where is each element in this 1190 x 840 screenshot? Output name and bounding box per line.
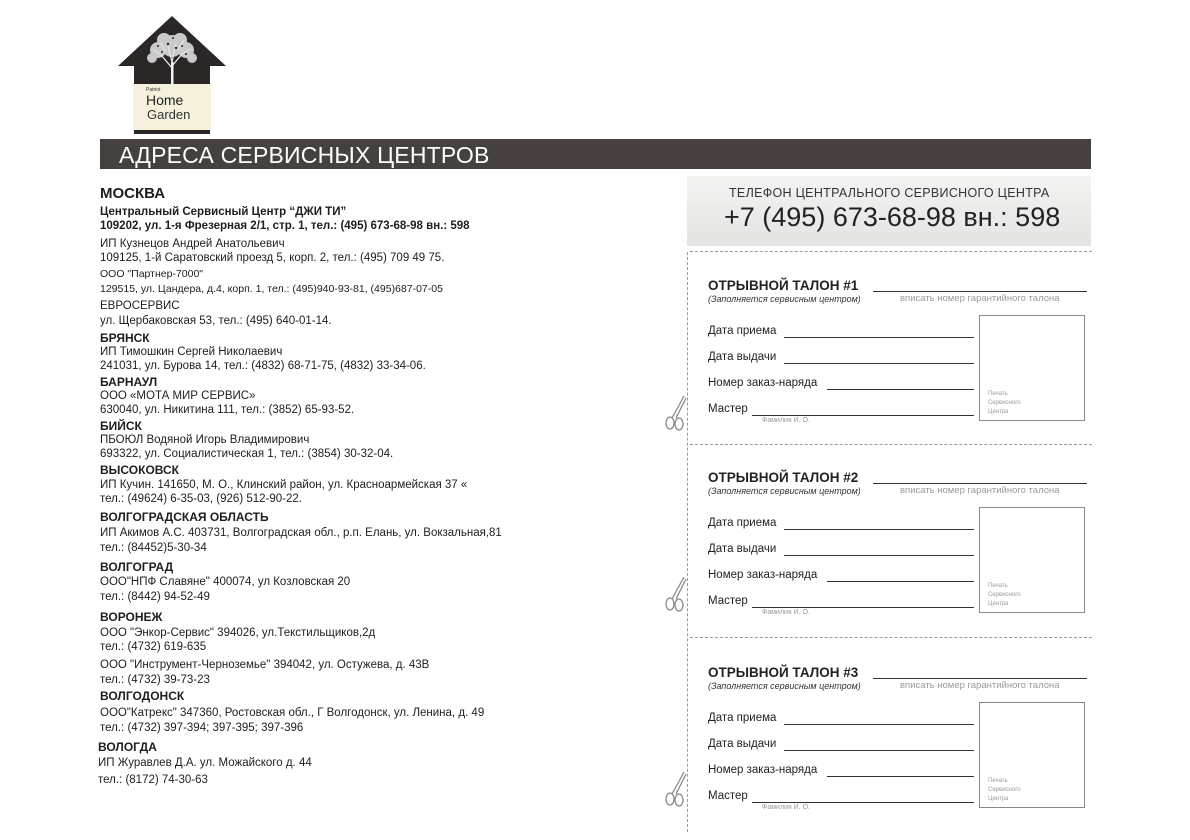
- date-issued-label: Дата выдачи: [708, 543, 777, 555]
- date-received-label: Дата приема: [708, 712, 777, 724]
- coupon-subtitle: (Заполняется сервисным центром): [708, 486, 861, 496]
- master-field[interactable]: [752, 802, 974, 803]
- stamp-box: [979, 315, 1085, 421]
- date-received-field[interactable]: [784, 337, 974, 338]
- coupon-title: ОТРЫВНОЙ ТАЛОН #2: [708, 470, 859, 485]
- city-volgograd-oblast: ВОЛГОГРАДСКАЯ ОБЛАСТЬ: [100, 510, 269, 524]
- address-line: 630040, ул. Никитина 111, тел.: (3852) 65-93-52.: [100, 404, 355, 416]
- vertical-cut-line: [687, 252, 688, 832]
- order-number-label: Номер заказ-наряда: [708, 764, 818, 776]
- stamp-label: Центра: [988, 409, 1009, 415]
- stamp-label: Центра: [988, 601, 1009, 607]
- city-vysokovsk: ВЫСОКОВСК: [100, 463, 179, 477]
- date-received-field[interactable]: [784, 724, 974, 725]
- warranty-number-hint: вписать номер гарантийного талона: [900, 680, 1060, 691]
- brand-subtitle: Patriot: [146, 87, 161, 93]
- address-line: ООО"Катрекс" 347360, Ростовская обл., Г Волгодонск, ул. Ленина, д. 49: [100, 707, 485, 719]
- stamp-label: Печать: [988, 778, 1008, 784]
- address-line: ИП Кузнецов Андрей Анатольевич: [100, 238, 285, 250]
- date-issued-field[interactable]: [784, 750, 974, 751]
- address-line: ИП Тимошкин Сергей Николаевич: [100, 346, 283, 358]
- order-number-field[interactable]: [827, 581, 974, 582]
- address-line: 109125, 1-й Саратовский проезд 5, корп. 2, тел.: (495) 709 49 75.: [100, 252, 445, 264]
- coupon-title: ОТРЫВНОЙ ТАЛОН #3: [708, 665, 859, 680]
- date-issued-field[interactable]: [784, 555, 974, 556]
- warranty-number-line[interactable]: [873, 483, 1087, 484]
- master-label: Мастер: [708, 790, 748, 802]
- city-vologda: ВОЛОГДА: [98, 740, 157, 754]
- stamp-box: [979, 507, 1085, 613]
- tear-off-coupon-2: [690, 470, 1090, 640]
- address-line: тел.: (4732) 397-394; 397-395; 397-396: [100, 722, 304, 734]
- order-number-field[interactable]: [827, 389, 974, 390]
- city-volgodonsk: ВОЛГОДОНСК: [100, 689, 185, 703]
- address-line: тел.: (84452)5-30-34: [100, 542, 207, 554]
- date-received-label: Дата приема: [708, 517, 777, 529]
- order-number-field[interactable]: [827, 776, 974, 777]
- address-line: тел.: (8172) 74-30-63: [98, 774, 208, 786]
- address-line: ООО"НПФ Славяне" 400074, ул Козловская 20: [100, 576, 351, 588]
- order-number-label: Номер заказ-наряда: [708, 569, 818, 581]
- address-line: ООО "Инструмент-Черноземье" 394042, ул. Остужева, д. 43В: [100, 659, 430, 671]
- page-title: АДРЕСА СЕРВИСНЫХ ЦЕНТРОВ: [119, 142, 490, 168]
- address-line: ООО "Энкор-Сервис" 394026, ул.Текстильщиков,2д: [100, 627, 376, 639]
- date-issued-label: Дата выдачи: [708, 738, 777, 750]
- scissors-icon: [664, 394, 688, 432]
- stamp-label: Сервисного: [988, 400, 1021, 406]
- address-line: ИП Акимов А.С. 403731, Волгоградская обл., р.п. Елань, ул. Вокзальная,81: [100, 527, 502, 539]
- address-line: 241031, ул. Бурова 14, тел.: (4832) 68-71-75, (4832) 33-34-06.: [100, 360, 426, 372]
- city-volgograd: ВОЛГОГРАД: [100, 560, 174, 574]
- address-line: Центральный Сервисный Центр “ДЖИ ТИ”: [100, 206, 347, 218]
- warranty-number-line[interactable]: [873, 678, 1087, 679]
- master-fio-hint: Фамилия И. О.: [762, 804, 810, 811]
- stamp-label: Сервисного: [988, 787, 1021, 793]
- stamp-label: Печать: [988, 391, 1008, 397]
- master-label: Мастер: [708, 595, 748, 607]
- stamp-label: Сервисного: [988, 592, 1021, 598]
- address-line: тел.: (49624) 6-35-03, (926) 512-90-22.: [100, 493, 302, 505]
- address-line: 693322, ул. Социалистическая 1, тел.: (3854) 30-32-04.: [100, 448, 394, 460]
- tear-off-coupon-1: [690, 278, 1090, 448]
- central-phone-number: +7 (495) 673-68-98 вн.: 598: [724, 202, 1061, 232]
- scissors-icon: [664, 770, 688, 808]
- date-received-label: Дата приема: [708, 325, 777, 337]
- city-barnaul: БАРНАУЛ: [100, 375, 158, 389]
- stamp-box: [979, 702, 1085, 808]
- address-line: ООО "Партнер-7000": [100, 268, 204, 280]
- address-line: ул. Щербаковская 53, тел.: (495) 640-01-14.: [100, 315, 332, 327]
- coupon-subtitle: (Заполняется сервисным центром): [708, 294, 861, 304]
- master-field[interactable]: [752, 607, 974, 608]
- address-line: ИП Журавлев Д.А. ул. Можайского д. 44: [98, 757, 312, 769]
- brand-logo: [118, 16, 226, 134]
- warranty-number-line[interactable]: [873, 291, 1087, 292]
- address-line: ЕВРОСЕРВИС: [100, 300, 180, 312]
- address-line: 129515, ул. Цандера, д.4, корп. 1, тел.: (495)940-93-81, (495)687-07-05: [100, 283, 443, 295]
- address-line: ИП Кучин. 141650, М. О., Клинский район, ул. Красноармейская 37 «: [100, 479, 468, 491]
- order-number-label: Номер заказ-наряда: [708, 377, 818, 389]
- cut-line: [690, 251, 1092, 252]
- city-voronezh: ВОРОНЕЖ: [100, 610, 163, 624]
- master-fio-hint: Фамилия И. О.: [762, 609, 810, 616]
- coupon-title: ОТРЫВНОЙ ТАЛОН #1: [708, 278, 859, 293]
- warranty-number-hint: вписать номер гарантийного талона: [900, 293, 1060, 304]
- scissors-icon: [664, 575, 688, 613]
- city-bryansk: БРЯНСК: [100, 331, 150, 345]
- master-field[interactable]: [752, 415, 974, 416]
- brand-garden-text: Garden: [147, 107, 191, 122]
- address-line: ООО «МОТА МИР СЕРВИС»: [100, 390, 256, 402]
- central-phone-label: ТЕЛЕФОН ЦЕНТРАЛЬНОГО СЕРВИСНОГО ЦЕНТРА: [729, 186, 1050, 200]
- address-line: 109202, ул. 1-я Фрезерная 2/1, стр. 1, тел.: (495) 673-68-98 вн.: 598: [100, 220, 470, 232]
- title-band: [100, 139, 1091, 169]
- date-issued-label: Дата выдачи: [708, 351, 777, 363]
- brand-home-text: Home: [146, 92, 184, 108]
- address-line: тел.: (4732) 39-73-23: [100, 674, 210, 686]
- stamp-label: Центра: [988, 796, 1009, 802]
- date-issued-field[interactable]: [784, 363, 974, 364]
- address-line: тел.: (4732) 619-635: [100, 641, 207, 653]
- master-fio-hint: Фамилия И. О.: [762, 417, 810, 424]
- coupon-subtitle: (Заполняется сервисным центром): [708, 681, 861, 691]
- address-line: тел.: (8442) 94-52-49: [100, 591, 210, 603]
- warranty-number-hint: вписать номер гарантийного талона: [900, 485, 1060, 496]
- address-line: ПБОЮЛ Водяной Игорь Владимирович: [100, 434, 310, 446]
- city-moscow: МОСКВА: [100, 185, 166, 202]
- tear-off-coupon-3: [690, 665, 1090, 835]
- stamp-label: Печать: [988, 583, 1008, 589]
- master-label: Мастер: [708, 403, 748, 415]
- central-phone-box: [687, 176, 1091, 246]
- city-biysk: БИЙСК: [100, 419, 142, 433]
- date-received-field[interactable]: [784, 529, 974, 530]
